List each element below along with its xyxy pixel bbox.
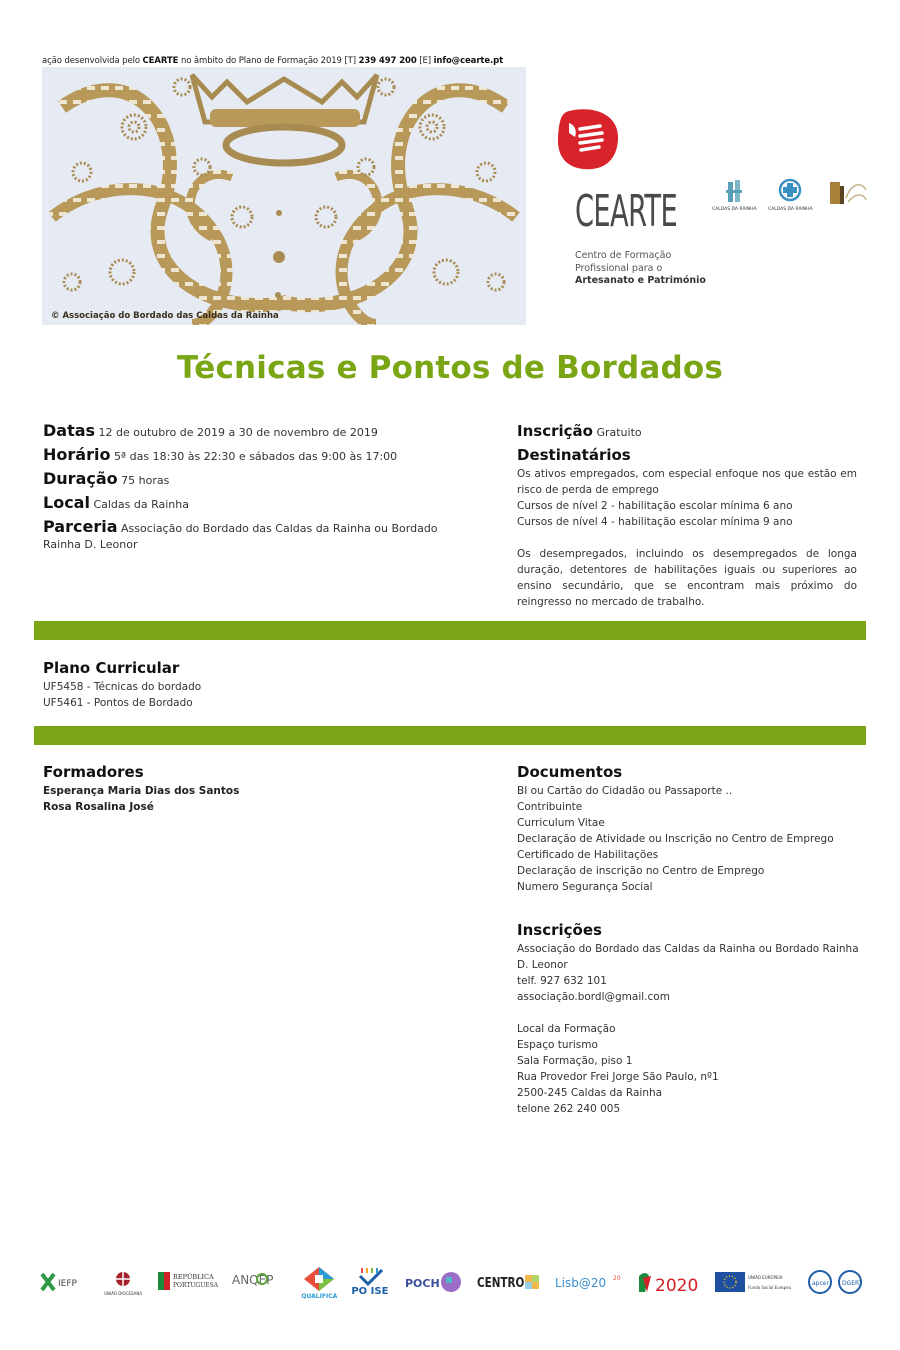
centro-qualifica-logo-icon: QUALIFICA: [301, 1265, 337, 1300]
registration-heading: Inscrições: [517, 921, 602, 939]
documents-heading: Documentos: [517, 763, 623, 781]
curriculum-section: [43, 657, 463, 711]
trainer-name: Esperança Maria Dias dos Santos: [43, 785, 240, 797]
page-title: Técnicas e Pontos de Bordados: [177, 350, 723, 386]
eu-fse-logo-icon: [715, 1271, 793, 1293]
registration-section: [517, 919, 862, 1117]
detail-horario: [43, 444, 443, 468]
document-item: Curriculum Vitae: [517, 817, 605, 829]
trainers-section: [43, 761, 463, 815]
detail-value: Caldas da Rainha: [93, 498, 189, 511]
topline-email[interactable]: info@cearte.pt: [433, 56, 504, 66]
spacer: [517, 1005, 862, 1021]
lisboa-2020-logo-icon: [555, 1272, 623, 1292]
svg-text:apcer: apcer: [811, 1280, 829, 1287]
topline-org: CEARTE: [142, 56, 179, 66]
trainers-heading: Formadores: [43, 763, 144, 781]
destinatarios-paragraph: Os desempregados, incluindo os desempregados de longa duração, detentores de habilitações iguais ou superiores ao ensino secundário, que se encontram mais próximo do reingresso no mercado de trabalho.: [517, 548, 857, 608]
location-line: Espaço turismo: [517, 1039, 598, 1051]
cearte-logo-icon: [555, 107, 621, 177]
svg-text:REPÚBLICA: REPÚBLICA: [173, 1273, 214, 1281]
svg-text:POCH: POCH: [404, 1277, 440, 1290]
documents-section: [517, 761, 862, 895]
header-info-line: [42, 56, 503, 66]
svg-text:UNIÃO EUROPEIA: UNIÃO EUROPEIA: [747, 1275, 783, 1280]
registration-contact: Associação do Bordado das Caldas da Rainha ou Bordado Rainha D. Leonor: [517, 943, 859, 971]
location-line: telone 262 240 005: [517, 1103, 621, 1115]
svg-text:PORTUGUESA: PORTUGUESA: [173, 1282, 219, 1289]
detail-value: 12 de outubro de 2019 a 30 de novembro de 2019: [98, 426, 378, 439]
detail-label: Inscrição: [517, 422, 593, 440]
detail-value: 5ª das 18:30 às 22:30 e sábados das 9:00 às 17:00: [113, 450, 398, 463]
certification-seals-logo-icon: [807, 1269, 865, 1295]
curriculum-item: UF5461 - Pontos de Bordado: [43, 697, 193, 709]
course-details: [43, 420, 443, 553]
registration-phone: telf. 927 632 101: [517, 975, 607, 987]
location-line: Local da Formação: [517, 1023, 616, 1035]
detail-label: Local: [43, 493, 90, 512]
topline-prefix: ação desenvolvida pelo: [42, 56, 143, 66]
poch-logo-icon: [403, 1267, 463, 1297]
topline-sep: [E]: [416, 56, 434, 66]
bordado-association-logo-icon: [824, 178, 868, 212]
iefp-logo-icon: [40, 1272, 90, 1292]
enrollment-info: [517, 420, 857, 610]
document-item: Declaração de Atividade ou Inscrição no Centro de Emprego: [517, 833, 834, 845]
detail-value: Gratuito: [596, 426, 642, 439]
portugal-2020-logo-icon: [637, 1270, 701, 1294]
diocese-logo-icon: UNIÃO DIOCESANA: [104, 1269, 142, 1296]
topline-mid: no âmbito do Plano de Formação 2019 [T]: [178, 56, 359, 66]
svg-text:DGERT: DGERT: [841, 1280, 863, 1287]
section-divider: [34, 621, 866, 640]
brand-subtitle: [575, 250, 715, 288]
svg-text:Lisb@20: Lisb@20: [554, 1276, 606, 1290]
detail-label: Datas: [43, 421, 96, 440]
detail-local: [43, 492, 443, 516]
location-line: 2500-245 Caldas da Rainha: [517, 1087, 663, 1099]
detail-duracao: [43, 468, 443, 492]
svg-text:2020: 2020: [654, 1276, 699, 1294]
topline-phone: 239 497 200: [358, 56, 417, 66]
svg-text:CENTRO: CENTRO: [476, 1274, 524, 1291]
image-credit: © Associação do Bordado das Caldas da Rainha: [51, 311, 279, 321]
anqep-logo-icon: [232, 1270, 287, 1294]
centro-2020-logo-icon: [477, 1272, 541, 1292]
destinatarios-heading: Destinatários: [517, 446, 631, 464]
destinatarios-line: Cursos de nível 2 - habilitação escolar mínima 6 ano: [517, 500, 793, 512]
svg-text:Fundo Social Europeu: Fundo Social Europeu: [747, 1285, 792, 1290]
detail-label: Duração: [43, 469, 118, 488]
hero-embroidery-image: [42, 67, 526, 325]
detail-label: Parceria: [43, 517, 118, 536]
detail-datas: [43, 420, 443, 444]
republica-portuguesa-logo-icon: [156, 1269, 218, 1295]
curriculum-item: UF5458 - Técnicas do bordado: [43, 681, 202, 693]
brand-subtitle-line: Centro de Formação: [575, 250, 672, 261]
document-item: Declaração de inscrição no Centro de Emprego: [517, 865, 765, 877]
footer-sponsor-logos: [40, 1252, 865, 1312]
registration-email[interactable]: associação.bordl@gmail.com: [517, 991, 670, 1003]
document-item: BI ou Cartão do Cidadão ou Passaporte ..: [517, 785, 733, 797]
detail-value: 75 horas: [121, 474, 170, 487]
brand-name: CEARTE: [575, 186, 678, 237]
location-line: Sala Formação, piso 1: [517, 1055, 633, 1067]
document-item: Numero Segurança Social: [517, 881, 653, 893]
embroidery-pattern-graphic: [42, 67, 526, 325]
trainer-name: Rosa Rosalina José: [43, 801, 154, 813]
detail-value: Associação do Bordado das Caldas da Rainha ou Bordado Rainha D. Leonor: [43, 522, 438, 551]
brand-subtitle-strong: Artesanato e Património: [575, 275, 706, 286]
brand-subtitle-line: Profissional para o: [575, 262, 663, 274]
destinatarios-line: Cursos de nível 4 - habilitação escolar mínima 9 ano: [517, 516, 793, 528]
detail-label: Horário: [43, 445, 111, 464]
location-line: Rua Provedor Frei Jorge São Paulo, nº1: [517, 1071, 719, 1083]
po-ise-logo-icon: PO ISE: [351, 1268, 388, 1297]
partner-logos-top: [712, 178, 868, 212]
detail-parceria: [43, 519, 443, 553]
svg-text:20: 20: [612, 1275, 621, 1282]
document-item: Contribuinte: [517, 801, 583, 813]
destinatarios-line: Os ativos empregados, com especial enfoque nos que estão em risco de perda de emprego: [517, 468, 857, 496]
curriculum-heading: Plano Curricular: [43, 659, 180, 677]
caldas-municipality-logo-icon: CALDAS DA RAINHA: [712, 178, 756, 212]
document-item: Certificado de Habilitações: [517, 849, 659, 861]
detail-inscricao: [517, 420, 857, 444]
caldas-rainha-logo-icon: CALDAS DA RAINHA: [768, 178, 812, 212]
svg-text:IEFP: IEFP: [58, 1279, 77, 1289]
svg-text:ANQEP: ANQEP: [232, 1273, 274, 1287]
section-divider: [34, 726, 866, 745]
